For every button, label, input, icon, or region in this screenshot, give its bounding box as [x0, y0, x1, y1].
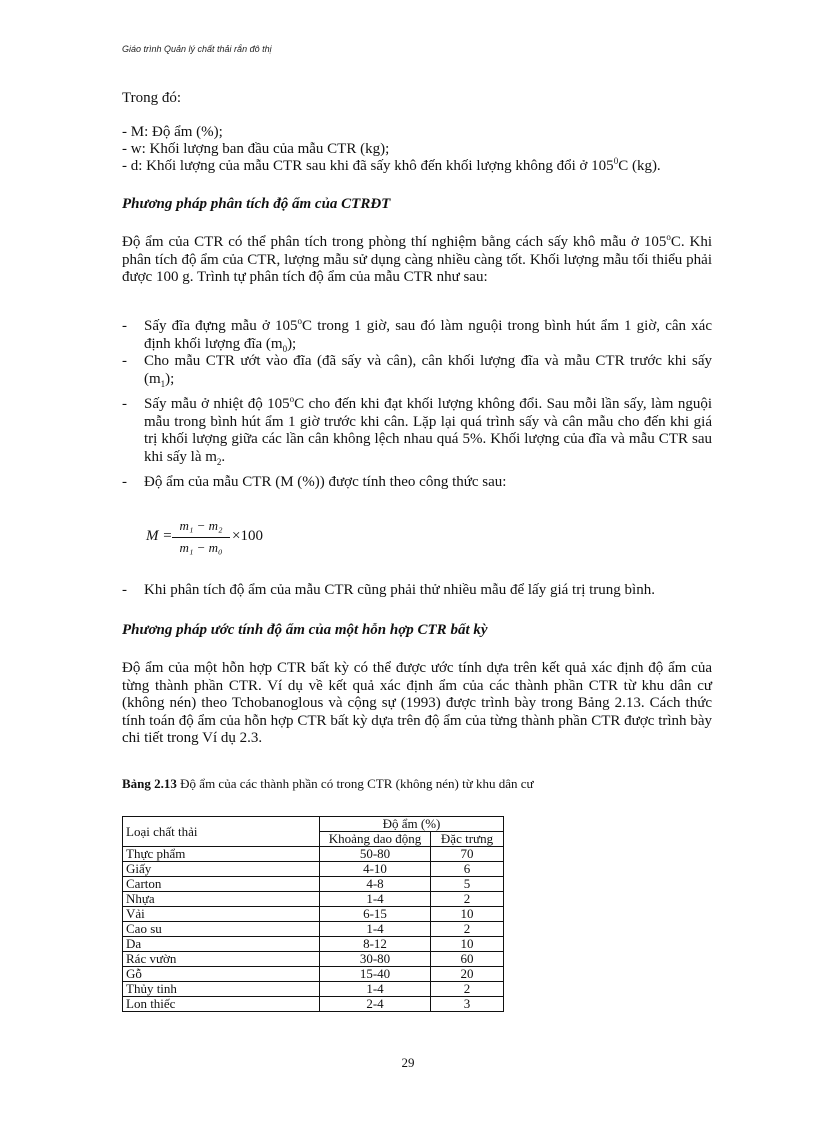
table-row: Gỗ 15-40 20	[123, 967, 504, 982]
table-row: Giấy 4-10 6	[123, 862, 504, 877]
formula-numerator: m₁ − m₂	[179, 518, 223, 533]
table-row: Thực phẩm 50-80 70	[123, 847, 504, 862]
list-item: - Độ ẩm của mẫu CTR (M (%)) được tính theo công thức sau:	[122, 474, 507, 490]
section-heading-moisture-estimation: Phương pháp ước tính độ ẩm của một hỗn hợp CTR bất kỳ	[122, 622, 488, 638]
list-item: - Sấy mẫu ở nhiệt độ 105$^o$C cho đến khi đạt khối lượng không đổi. Sau mỗi lần sấy, làm nguội mẫu trong bình hút ẩm 1 giờ trước khi cân. Lặp lại quá trình sấy và cân mẫu cho đến khi giá trị khối lượng giữa các lần cân không lệch nhau quá 5%. Khối lượng của đĩa và mẫu CTR sau khi sấy là $m_2$.	[122, 394, 713, 467]
page-number: 29	[401, 1055, 415, 1070]
where-label: Trong đó:	[122, 90, 182, 106]
header-range: Khoảng dao động	[320, 832, 431, 847]
intro-paragraph: Độ ẩm của CTR có thể phân tích trong phòng thí nghiệm bằng cách sấy khô mẫu ở 105$^o$C. Khi phân tích độ ẩm của CTR, lượng mẫu sử dụng càng nhiều càng tốt. Khối lượng mẫu tối thiểu phải được 100 g. Trình tự phân tích độ ẩm của mẫu CTR như sau:	[122, 232, 712, 285]
moisture-formula	[146, 512, 346, 562]
table-caption: Bảng 2.13 Độ ẩm của các thành phần có trong CTR (không nén) từ khu dân cư	[122, 776, 534, 791]
formula-lhs: M =	[146, 528, 173, 544]
header-typical: Đặc trưng	[431, 832, 504, 847]
table-row: Rác vườn 30-80 60	[123, 952, 504, 967]
header-waste-type: Loại chất thải	[123, 817, 320, 847]
table-row: Nhựa 1-4 2	[123, 892, 504, 907]
table-row: Thủy tinh 1-4 2	[123, 982, 504, 997]
table-row: Vải 6-15 10	[123, 907, 504, 922]
table-row: Lon thiếc 2-4 3	[123, 997, 504, 1012]
definition-d: - d: Khối lượng của mẫu CTR sau khi đã sấy khô đến khối lượng không đổi ở $105^0C$ (kg).	[122, 156, 661, 174]
table-row: Cao su 1-4 2	[123, 922, 504, 937]
definition-w: - w: Khối lượng ban đầu của mẫu CTR (kg);	[122, 141, 390, 157]
formula-multiplier: ×100	[232, 528, 263, 544]
running-header: Giáo trình Quản lý chất thải rắn đô thị	[122, 44, 272, 54]
list-item: - Cho mẫu CTR ướt vào đĩa (đã sấy và cân), cân khối lượng đĩa và mẫu CTR trước khi sấy $(m_1)$;	[122, 353, 712, 389]
table-row: Carton 4-8 5	[123, 877, 504, 892]
fraction-bar	[172, 537, 230, 538]
section-heading-moisture-analysis: Phương pháp phân tích độ ẩm của CTRĐT	[122, 196, 391, 212]
estimation-paragraph: Độ ẩm của một hỗn hợp CTR bất kỳ có thể được ước tính dựa trên kết quả xác định độ ẩm của từng thành phần CTR. Ví dụ về kết quả xác định ẩm của các thành phần CTR từ khu dân cư (không nén) theo Tchobanoglous và cộng sự (1993) được trình bày trong Bảng 2.13. Cách thức tính toán độ ẩm của hỗn hợp CTR bất kỳ dựa trên độ ẩm của từng thành phần CTR được trình bày chi tiết trong Ví dụ 2.3.	[122, 660, 712, 746]
list-item: - Sấy đĩa đựng mẫu ở 105$^o$C trong 1 giờ, sau đó làm nguội trong bình hút ẩm 1 giờ, cân xác định khối lượng đĩa $(m_0)$;	[122, 316, 712, 354]
definition-m: - M: Độ ẩm (%);	[122, 124, 223, 140]
header-moisture-group: Độ ẩm (%)	[320, 817, 504, 832]
formula-denominator: m₁ − m₀	[179, 540, 223, 555]
list-item: - Khi phân tích độ ẩm của mẫu CTR cũng phải thử nhiều mẫu để lấy giá trị trung bình.	[122, 582, 655, 598]
moisture-table	[122, 816, 504, 1012]
table-row: Da 8-12 10	[123, 937, 504, 952]
